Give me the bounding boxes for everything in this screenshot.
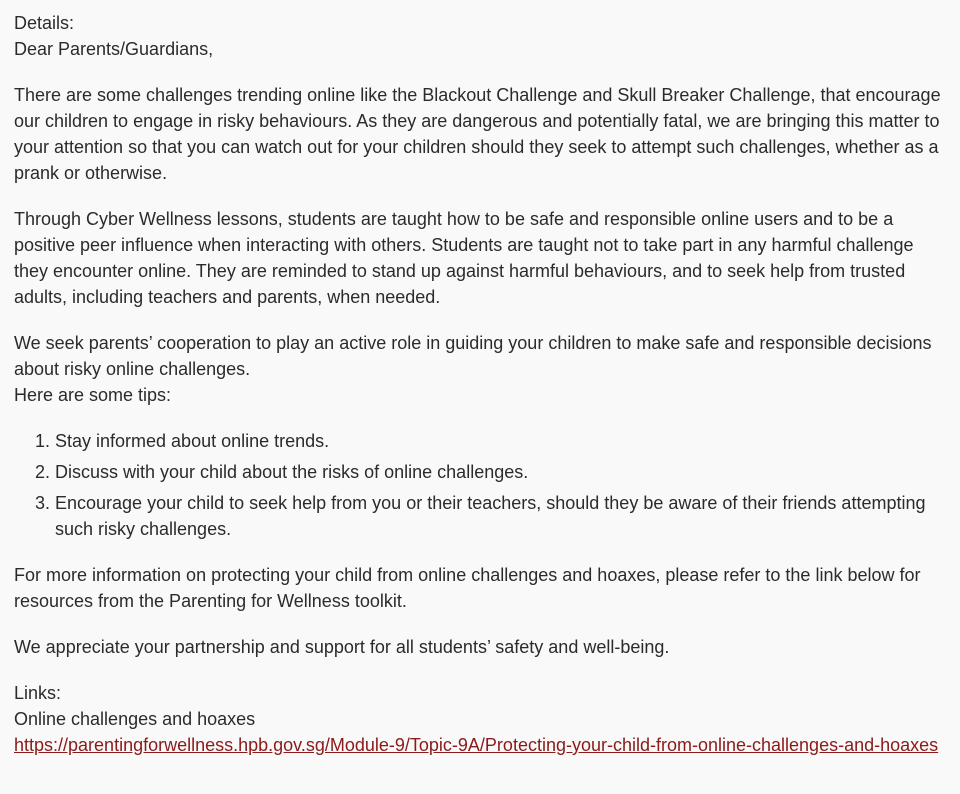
greeting: Dear Parents/Guardians, bbox=[14, 39, 214, 59]
links-section bbox=[14, 680, 946, 758]
cooperation-text: We seek parents’ cooperation to play an active role in guiding your children to make safe and responsible decisions about risky online challenges. bbox=[14, 333, 932, 379]
details-label: Details: bbox=[14, 13, 75, 33]
tips-list bbox=[14, 428, 946, 542]
paragraph-challenges: There are some challenges trending online like the Blackout Challenge and Skull Breaker Challenge, that encourage our children to engage in risky behaviours. As they are dangerous and potentially fatal, we are bringing this matter to your attention so that you can watch out for your children should they seek to attempt such challenges, whether as a prank or otherwise. bbox=[14, 85, 941, 183]
resource-link[interactable]: https://parentingforwellness.hpb.gov.sg/Module-9/Topic-9A/Protecting-your-child-from-online-challenges-and-hoaxes bbox=[14, 735, 939, 755]
link-title: Online challenges and hoaxes bbox=[14, 709, 256, 729]
list-item: 2. Discuss with your child about the risks of online challenges. bbox=[55, 459, 946, 485]
paragraph-cyber-wellness: Through Cyber Wellness lessons, students are taught how to be safe and responsible online users and to be a positive peer influence when interacting with others. Students are taught not to take part in any harmful challenge they encounter online. They are reminded to stand up against harmful behaviours, and to seek help from trusted adults, including teachers and parents, when needed. bbox=[14, 209, 914, 307]
paragraph-cooperation bbox=[14, 330, 946, 408]
links-label: Links: bbox=[14, 683, 62, 703]
paragraph-appreciation: We appreciate your partnership and support for all students’ safety and well-being. bbox=[14, 637, 670, 657]
list-item: 3. Encourage your child to seek help from you or their teachers, should they be aware of their friends attempting such risky challenges. bbox=[55, 490, 946, 542]
paragraph-more-info: For more information on protecting your child from online challenges and hoaxes, please refer to the link below for resources from the Parenting for Wellness toolkit. bbox=[14, 565, 921, 611]
list-item: 1. Stay informed about online trends. bbox=[55, 428, 946, 454]
tips-intro: Here are some tips: bbox=[14, 385, 172, 405]
details-header bbox=[14, 10, 946, 62]
